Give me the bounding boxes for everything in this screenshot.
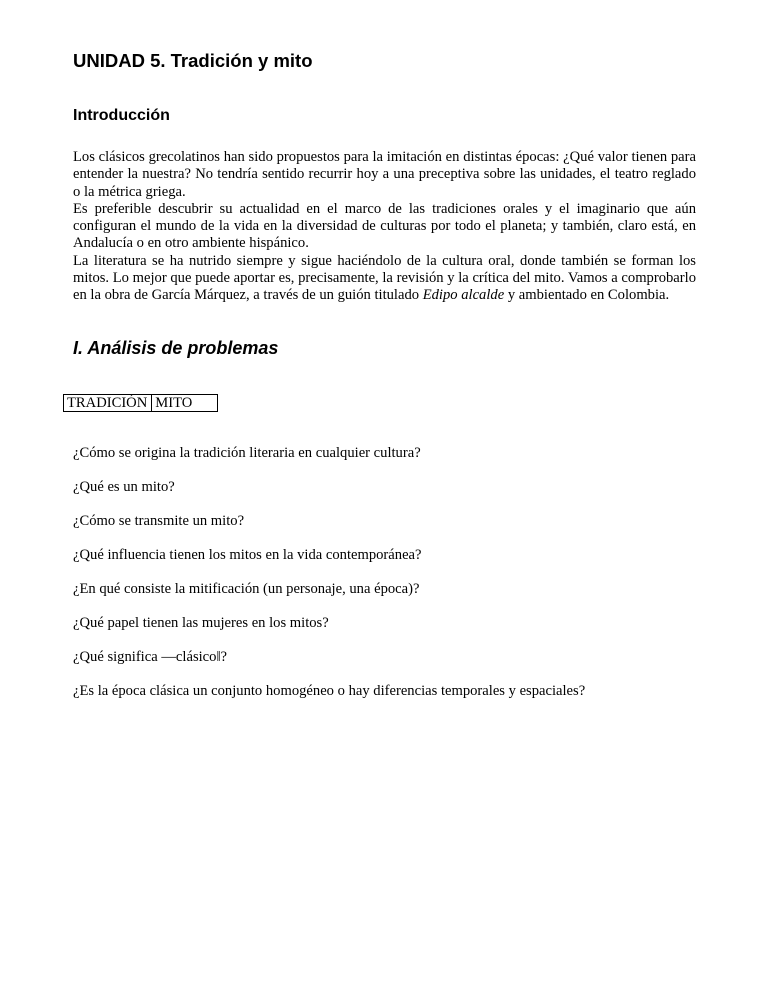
concept-table-row (64, 395, 218, 412)
intro-paragraph-3 (73, 253, 696, 305)
intro-paragraph-2: Es preferible descubrir su actualidad en el marco de las tradiciones orales y el imaginario que aún configuran el mundo de la vida en la diversidad de culturas por todo el planeta; y también, claro está, en Andalucía o en otro ambiente hispánico. (73, 200, 696, 252)
question-item: ¿Cómo se transmite un mito? (73, 513, 245, 529)
question-item: ¿Qué significa ―clásico‖? (73, 649, 228, 665)
question-item: ¿Es la época clásica un conjunto homogéneo o hay diferencias temporales y espaciales? (73, 683, 586, 699)
intro-paragraph-1: Los clásicos grecolatinos han sido propuestos para la imitación en distintas épocas: ¿Qué valor tienen para entender la nuestra? No tendría sentido recurrir hoy a una preceptiva sobre las unidades, el teatro reglado o la métrica griega. (73, 149, 696, 200)
concept-cell-mito: MITO (152, 395, 218, 412)
question-item: ¿Qué es un mito? (73, 479, 175, 495)
question-item: ¿En qué consiste la mitificación (un personaje, una época)? (73, 581, 420, 597)
intro-body (73, 149, 696, 305)
question-list (73, 445, 585, 717)
question-item: ¿Qué papel tienen las mujeres en los mitos? (73, 615, 329, 631)
question-item: ¿Cómo se origina la tradición literaria en cualquier cultura? (73, 445, 421, 461)
work-title-edipo-alcalde: Edipo alcalde (422, 287, 505, 304)
intro-paragraph-3-tail: y ambientado en Colombia. (504, 287, 670, 304)
concept-table (63, 394, 218, 412)
question-item: ¿Qué influencia tienen los mitos en la vida contemporánea? (73, 547, 422, 563)
intro-paragraph-3-text: La literatura se ha nutrido siempre y sigue haciéndolo de la cultura oral, donde también se forman los mitos. Lo mejor que puede aportar es, precisamente, la revisión y la crítica del mito. Vamos a comprobarlo en la obra de García Márquez, a través de un guión titulado (73, 252, 696, 304)
unit-title: UNIDAD 5. Tradición y mito (73, 50, 313, 71)
concept-cell-tradicion: TRADICIÓN (64, 395, 152, 412)
section-heading-analysis: I. Análisis de problemas (73, 338, 279, 358)
intro-heading: Introducción (73, 107, 170, 124)
